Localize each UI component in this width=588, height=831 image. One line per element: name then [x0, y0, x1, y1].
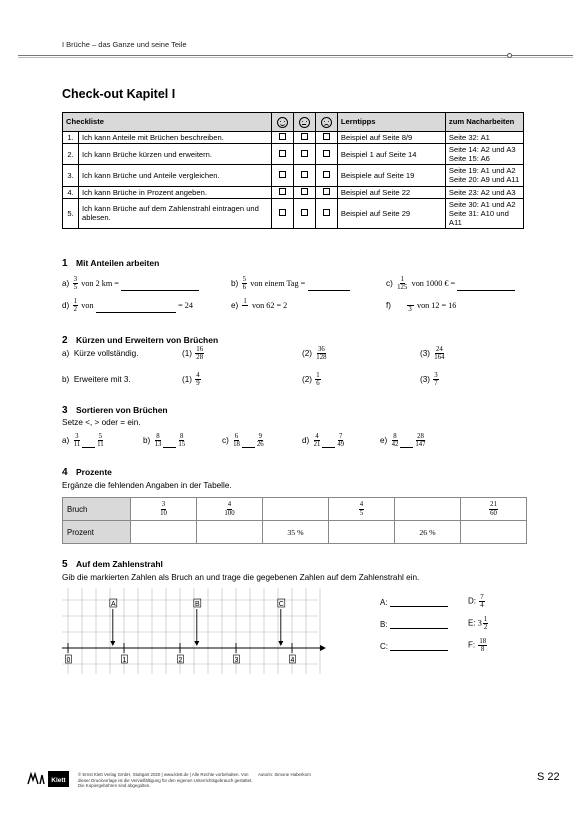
bruch-cell[interactable] [395, 498, 461, 521]
fraction: $\frac{21}{60}$ [490, 501, 497, 517]
fraction: $\frac{36}{128}$ [316, 346, 327, 362]
bruch-cell [461, 498, 527, 521]
row-lerntipp: Beispiel auf Seite 8/9 [337, 132, 445, 144]
mark-arrow-icon [194, 641, 199, 646]
axis-arrow-icon [320, 645, 326, 651]
checkbox-neutral[interactable] [301, 188, 308, 195]
prozent-cell[interactable] [329, 521, 395, 544]
row-statement: Ich kann Brüche auf dem Zahlenstrahl eintragen und ablesen. [79, 198, 272, 228]
prozent-cell[interactable] [197, 521, 263, 544]
bruch-cell [197, 498, 263, 521]
section-4-heading: 4 Prozente [62, 467, 112, 478]
row-header-prozent: Prozent [63, 521, 131, 544]
mark-arrow-icon [110, 641, 115, 646]
task-2b-item: (3) $\frac{3}{7}$ [420, 372, 438, 388]
fraction: $\frac{1}{125}$ [397, 276, 408, 292]
fraction: $\frac{5}{11}$ [97, 433, 104, 449]
header-rule-dot [507, 53, 512, 58]
fraction: $\frac{5}{6}$ [242, 276, 246, 292]
given-D: D: $\frac{7}{4}$ [468, 594, 484, 610]
task-1c: c) $\frac{1}{125}$ von 1000 € = [386, 276, 515, 291]
fraction: $\frac{3}{7}$ [434, 372, 438, 388]
smile-neutral-icon [299, 117, 310, 128]
task-2b-item: (1) $\frac{4}{9}$ [182, 372, 200, 388]
fraction: $\frac{7}{49}$ [337, 433, 345, 449]
row-statement: Ich kann Brüche in Prozent angeben. [79, 186, 272, 198]
logo-text: Klett [51, 777, 66, 784]
tick-label: 2 [178, 657, 183, 664]
row-statement: Ich kann Brüche kürzen und erweitern. [79, 144, 272, 165]
klett-logo [25, 770, 71, 788]
task-1a: a) $\frac{3}{5}$ von 2 km = [62, 276, 199, 291]
row-nacharbeiten: Seite 23: A2 und A3 [445, 186, 523, 198]
section-2-heading: 2 Kürzen und Erweitern von Brüchen [62, 335, 219, 346]
row-statement: Ich kann Brüche und Anteile vergleichen. [79, 165, 272, 186]
fraction: $\frac{6}{18}$ [233, 433, 240, 449]
section-5-heading: 5 Auf dem Zahlenstrahl [62, 559, 163, 570]
number-line-marks [110, 599, 285, 646]
checklist-row [63, 132, 524, 144]
comparison-blank[interactable] [82, 439, 95, 448]
answer-line[interactable] [308, 282, 350, 291]
fraction: $\frac{4}{100}$ [224, 501, 235, 517]
fraction: $\frac{1}{6}$ [316, 372, 320, 388]
row-nacharbeiten: Seite 19: A1 und A2 Seite 20: A9 und A11 [445, 165, 523, 186]
tick-label: 4 [290, 657, 295, 664]
tick-label: 0 [66, 657, 71, 664]
answer-line[interactable] [390, 598, 448, 607]
fraction: $\frac{1}{2}$ [73, 298, 77, 314]
mark-label: B [194, 601, 200, 608]
checkbox-sad[interactable] [323, 209, 330, 216]
task-2b-item: (2) $\frac{1}{6}$ [302, 372, 320, 388]
comparison-blank[interactable] [322, 439, 335, 448]
prozent-cell: 26 % [395, 521, 461, 544]
bruch-cell [131, 498, 197, 521]
prozent-cell[interactable] [131, 521, 197, 544]
comparison-blank[interactable] [163, 439, 176, 448]
row-header-bruch: Bruch [63, 498, 131, 521]
fraction: $\frac{4}{9}$ [196, 372, 200, 388]
mark-arrow-icon [278, 641, 283, 646]
section-3-instruction: Setze <, > oder = ein. [62, 418, 141, 427]
checkbox-happy[interactable] [279, 188, 286, 195]
fraction: $\frac{9}{26}$ [256, 433, 264, 449]
prozent-cell: 35 % [263, 521, 329, 544]
task-1b: b) $\frac{5}{6}$ von einem Tag = [231, 276, 350, 291]
fraction: $\frac{24}{164}$ [434, 346, 445, 362]
checkbox-neutral[interactable] [301, 171, 308, 178]
bruch-cell [329, 498, 395, 521]
checklist-row [63, 198, 524, 228]
fraction: 3 [407, 298, 414, 313]
fraction: $\frac{3}{5}$ [73, 276, 77, 292]
section-4-instruction: Ergänze die fehlenden Angaben in der Tabelle. [62, 481, 232, 490]
checkbox-happy[interactable] [279, 171, 286, 178]
footer-copyright: © Ernst Klett Verlag GmbH, Stuttgart 2020 | www.klett.de | Alle Rechte vorbehalten. Von dieser Druckvorlage ist die Vervielfältigung für den eigenen Unterrichtsgebrauch gestattet. Die Kopiergebühren sind abgegolten. [78, 772, 253, 788]
task-1f: f) 3 von 12 = 16 [386, 298, 456, 313]
task-2a-item: (1) $\frac{16}{28}$ [182, 346, 204, 362]
fraction: $\frac{4}{5}$ [359, 501, 364, 517]
checklist-row [63, 144, 524, 165]
task-3-item: e) $\frac{8}{42}$ $\frac{28}{147}$ [380, 433, 426, 449]
section-5-instruction: Gib die markierten Zahlen als Bruch an und trage die gegebenen Zahlen auf dem Zahlenstrahl ein. [62, 573, 420, 582]
row-nacharbeiten: Seite 30: A1 und A2 Seite 31: A10 und A11 [445, 198, 523, 228]
row-number: 4. [63, 186, 79, 198]
section-3-heading: 3 Sortieren von Brüchen [62, 405, 168, 416]
number-line-tick-labels [66, 655, 296, 664]
checklist-row [63, 186, 524, 198]
answer-line[interactable] [390, 620, 448, 629]
page-title: Check-out Kapitel I [62, 87, 176, 101]
task-2a-item: (2) $\frac{36}{128}$ [302, 346, 327, 362]
answer-line[interactable] [96, 304, 176, 313]
fraction: $\frac{8}{42}$ [391, 433, 399, 449]
row-lerntipp: Beispiel 1 auf Seite 14 [337, 144, 445, 165]
checkbox-sad[interactable] [323, 171, 330, 178]
given-F: F: $\frac{18}{8}$ [468, 638, 487, 654]
row-number: 2. [63, 144, 79, 165]
checklist-header: Checkliste [63, 113, 272, 132]
checkbox-sad[interactable] [323, 188, 330, 195]
number-line-grid[interactable] [62, 586, 334, 678]
task-2a-item: (3) $\frac{24}{164}$ [420, 346, 445, 362]
row-lerntipp: Beispiele auf Seite 19 [337, 165, 445, 186]
fraction: $\frac{16}{28}$ [196, 346, 204, 362]
row-number: 5. [63, 198, 79, 228]
row-lerntipp: Beispiel auf Seite 22 [337, 186, 445, 198]
comparison-blank[interactable] [242, 439, 255, 448]
checklist-table [62, 112, 524, 229]
smile-happy-icon [277, 117, 288, 128]
row-lerntipp: Beispiel auf Seite 29 [337, 198, 445, 228]
checkbox-neutral[interactable] [301, 133, 308, 140]
answer-line[interactable] [390, 642, 448, 651]
checkbox-happy[interactable] [279, 209, 286, 216]
task-1e: e) 1 von 62 = 2 [231, 298, 287, 313]
smile-sad-icon [321, 117, 332, 128]
fraction: 1 [243, 298, 247, 305]
checklist-row [63, 165, 524, 186]
checkbox-sad[interactable] [323, 133, 330, 140]
task-3-item: a) $\frac{3}{11}$ $\frac{5}{11}$ [62, 433, 104, 449]
row-number: 1. [63, 132, 79, 144]
bruch-cell[interactable] [263, 498, 329, 521]
comparison-blank[interactable] [400, 439, 413, 448]
fraction: $\frac{28}{147}$ [415, 433, 426, 449]
task-1d: d) $\frac{1}{2}$ von = 24 [62, 298, 193, 314]
tick-label: 3 [234, 657, 239, 664]
checkbox-happy[interactable] [279, 150, 286, 157]
footer-author: Autorin: Simone Haberkorn [258, 772, 311, 777]
fraction: $\frac{8}{15}$ [178, 433, 186, 449]
row-statement: Ich kann Anteile mit Brüchen beschreiben. [79, 132, 272, 144]
task-3-item: c) $\frac{6}{18}$ $\frac{9}{26}$ [222, 433, 264, 449]
fraction: $\frac{4}{21}$ [313, 433, 321, 449]
tick-label: 1 [122, 657, 127, 664]
answer-B: B: [380, 620, 448, 629]
nacharbeiten-header: zum Nacharbeiten [445, 113, 523, 132]
checkbox-neutral[interactable] [301, 150, 308, 157]
header-rule [18, 55, 573, 56]
page-number: S 22 [537, 771, 560, 783]
checkbox-sad[interactable] [323, 150, 330, 157]
task-2b-label: b) Erweitere mit 3. [62, 375, 131, 384]
task-3-item: d) $\frac{4}{21}$ $\frac{7}{49}$ [302, 433, 345, 449]
section-1-heading: 1 Mit Anteilen arbeiten [62, 258, 160, 269]
fraction: $\frac{18}{8}$ [479, 638, 487, 654]
prozent-cell[interactable] [461, 521, 527, 544]
fraction: $\frac{3}{10}$ [160, 501, 167, 517]
checkbox-happy[interactable] [279, 133, 286, 140]
fraction: $\frac{3}{11}$ [73, 433, 81, 449]
mark-label: A [110, 601, 116, 608]
row-number: 3. [63, 165, 79, 186]
lerntipps-header: Lerntipps [337, 113, 445, 132]
mark-label: C [278, 601, 284, 608]
answer-C: C: [380, 642, 448, 651]
fraction: $\frac{7}{4}$ [480, 594, 484, 610]
answer-line[interactable] [457, 282, 515, 291]
fraction: $\frac{1}{2}$ [483, 616, 488, 632]
checkbox-neutral[interactable] [301, 209, 308, 216]
header-rule-secondary [18, 57, 573, 58]
given-E: E: 3 $\frac{1}{2}$ [468, 616, 488, 632]
row-nacharbeiten: Seite 32: A1 [445, 132, 523, 144]
task-2a-label: a) Kürze vollständig. [62, 349, 139, 358]
task-3-item: b) $\frac{8}{13}$ $\frac{8}{15}$ [143, 433, 186, 449]
row-nacharbeiten: Seite 14: A2 und A3 Seite 15: A6 [445, 144, 523, 165]
answer-line[interactable] [121, 282, 199, 291]
fraction: $\frac{8}{13}$ [154, 433, 162, 449]
chapter-header: I Brüche – das Ganze und seine Teile [62, 40, 187, 49]
answer-A: A: [380, 598, 448, 607]
percent-table [62, 497, 527, 544]
